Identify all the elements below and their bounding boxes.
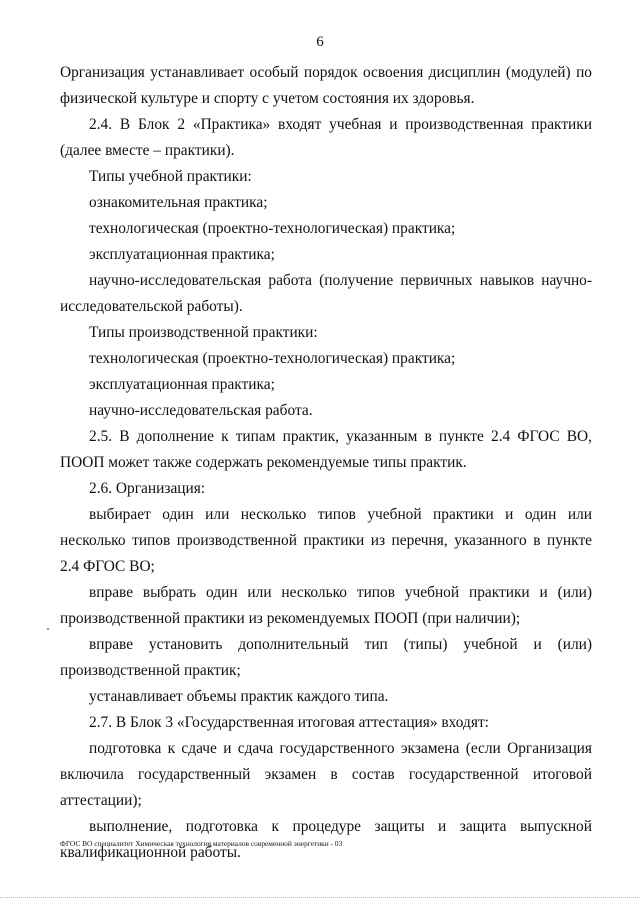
- list-item: выполнение, подготовка к процедуре защиты и защита выпускной квалификационной работы.: [60, 818, 592, 861]
- paragraph: 2.7. В Блок 3 «Государственная итоговая аттестация» входят:: [89, 714, 489, 731]
- list-item: эксплуатационная практика;: [89, 246, 275, 263]
- list-item: подготовка к сдаче и сдача государственного экзамена (если Организация включила государственный экзамен в состав государственной итоговой аттестации);: [60, 740, 592, 809]
- paragraph: 2.6. Организация:: [89, 480, 206, 497]
- list-item: ознакомительная практика;: [89, 194, 268, 211]
- paragraph: Типы производственной практики:: [89, 324, 318, 341]
- list-item: эксплуатационная практика;: [89, 376, 275, 393]
- list-item: технологическая (проектно-технологическая) практика;: [89, 350, 456, 367]
- page-number: 6: [316, 34, 324, 50]
- paragraph: 2.4. В Блок 2 «Практика» входят учебная и производственная практики (далее вместе – практики).: [60, 116, 592, 159]
- list-item: научно-исследовательская работа (получение первичных навыков научно-исследовательской работы).: [60, 272, 592, 315]
- paragraph: 2.5. В дополнение к типам практик, указанным в пункте 2.4 ФГОС ВО, ПООП может также содержать рекомендуемые типы практик.: [60, 428, 592, 471]
- document-body: [60, 60, 592, 866]
- paragraph: Организация устанавливает особый порядок освоения дисциплин (модулей) по физической культуре и спорту с учетом состояния их здоровья.: [60, 64, 592, 107]
- list-item: технологическая (проектно-технологическая) практика;: [89, 220, 456, 237]
- list-item: выбирает один или несколько типов учебной практики и один или несколько типов производственной практики из перечня, указанного в пункте 2.4 ФГОС ВО;: [60, 506, 592, 575]
- list-item: вправе выбрать один или несколько типов учебной практики и (или) производственной практики из рекомендуемых ПООП (при наличии);: [60, 584, 592, 627]
- list-item: научно-исследовательская работа.: [89, 402, 313, 419]
- list-item: вправе установить дополнительный тип (типы) учебной и (или) производственной практик;: [60, 636, 592, 679]
- list-item: устанавливает объемы практик каждого типа.: [89, 688, 389, 705]
- page-bottom-edge: [0, 897, 640, 899]
- page-footer: ФГОС ВО специалитет Химическая технология материалов современной энергетики - 03: [60, 839, 343, 848]
- scan-speck: [47, 628, 49, 630]
- paragraph: Типы учебной практики:: [89, 168, 252, 185]
